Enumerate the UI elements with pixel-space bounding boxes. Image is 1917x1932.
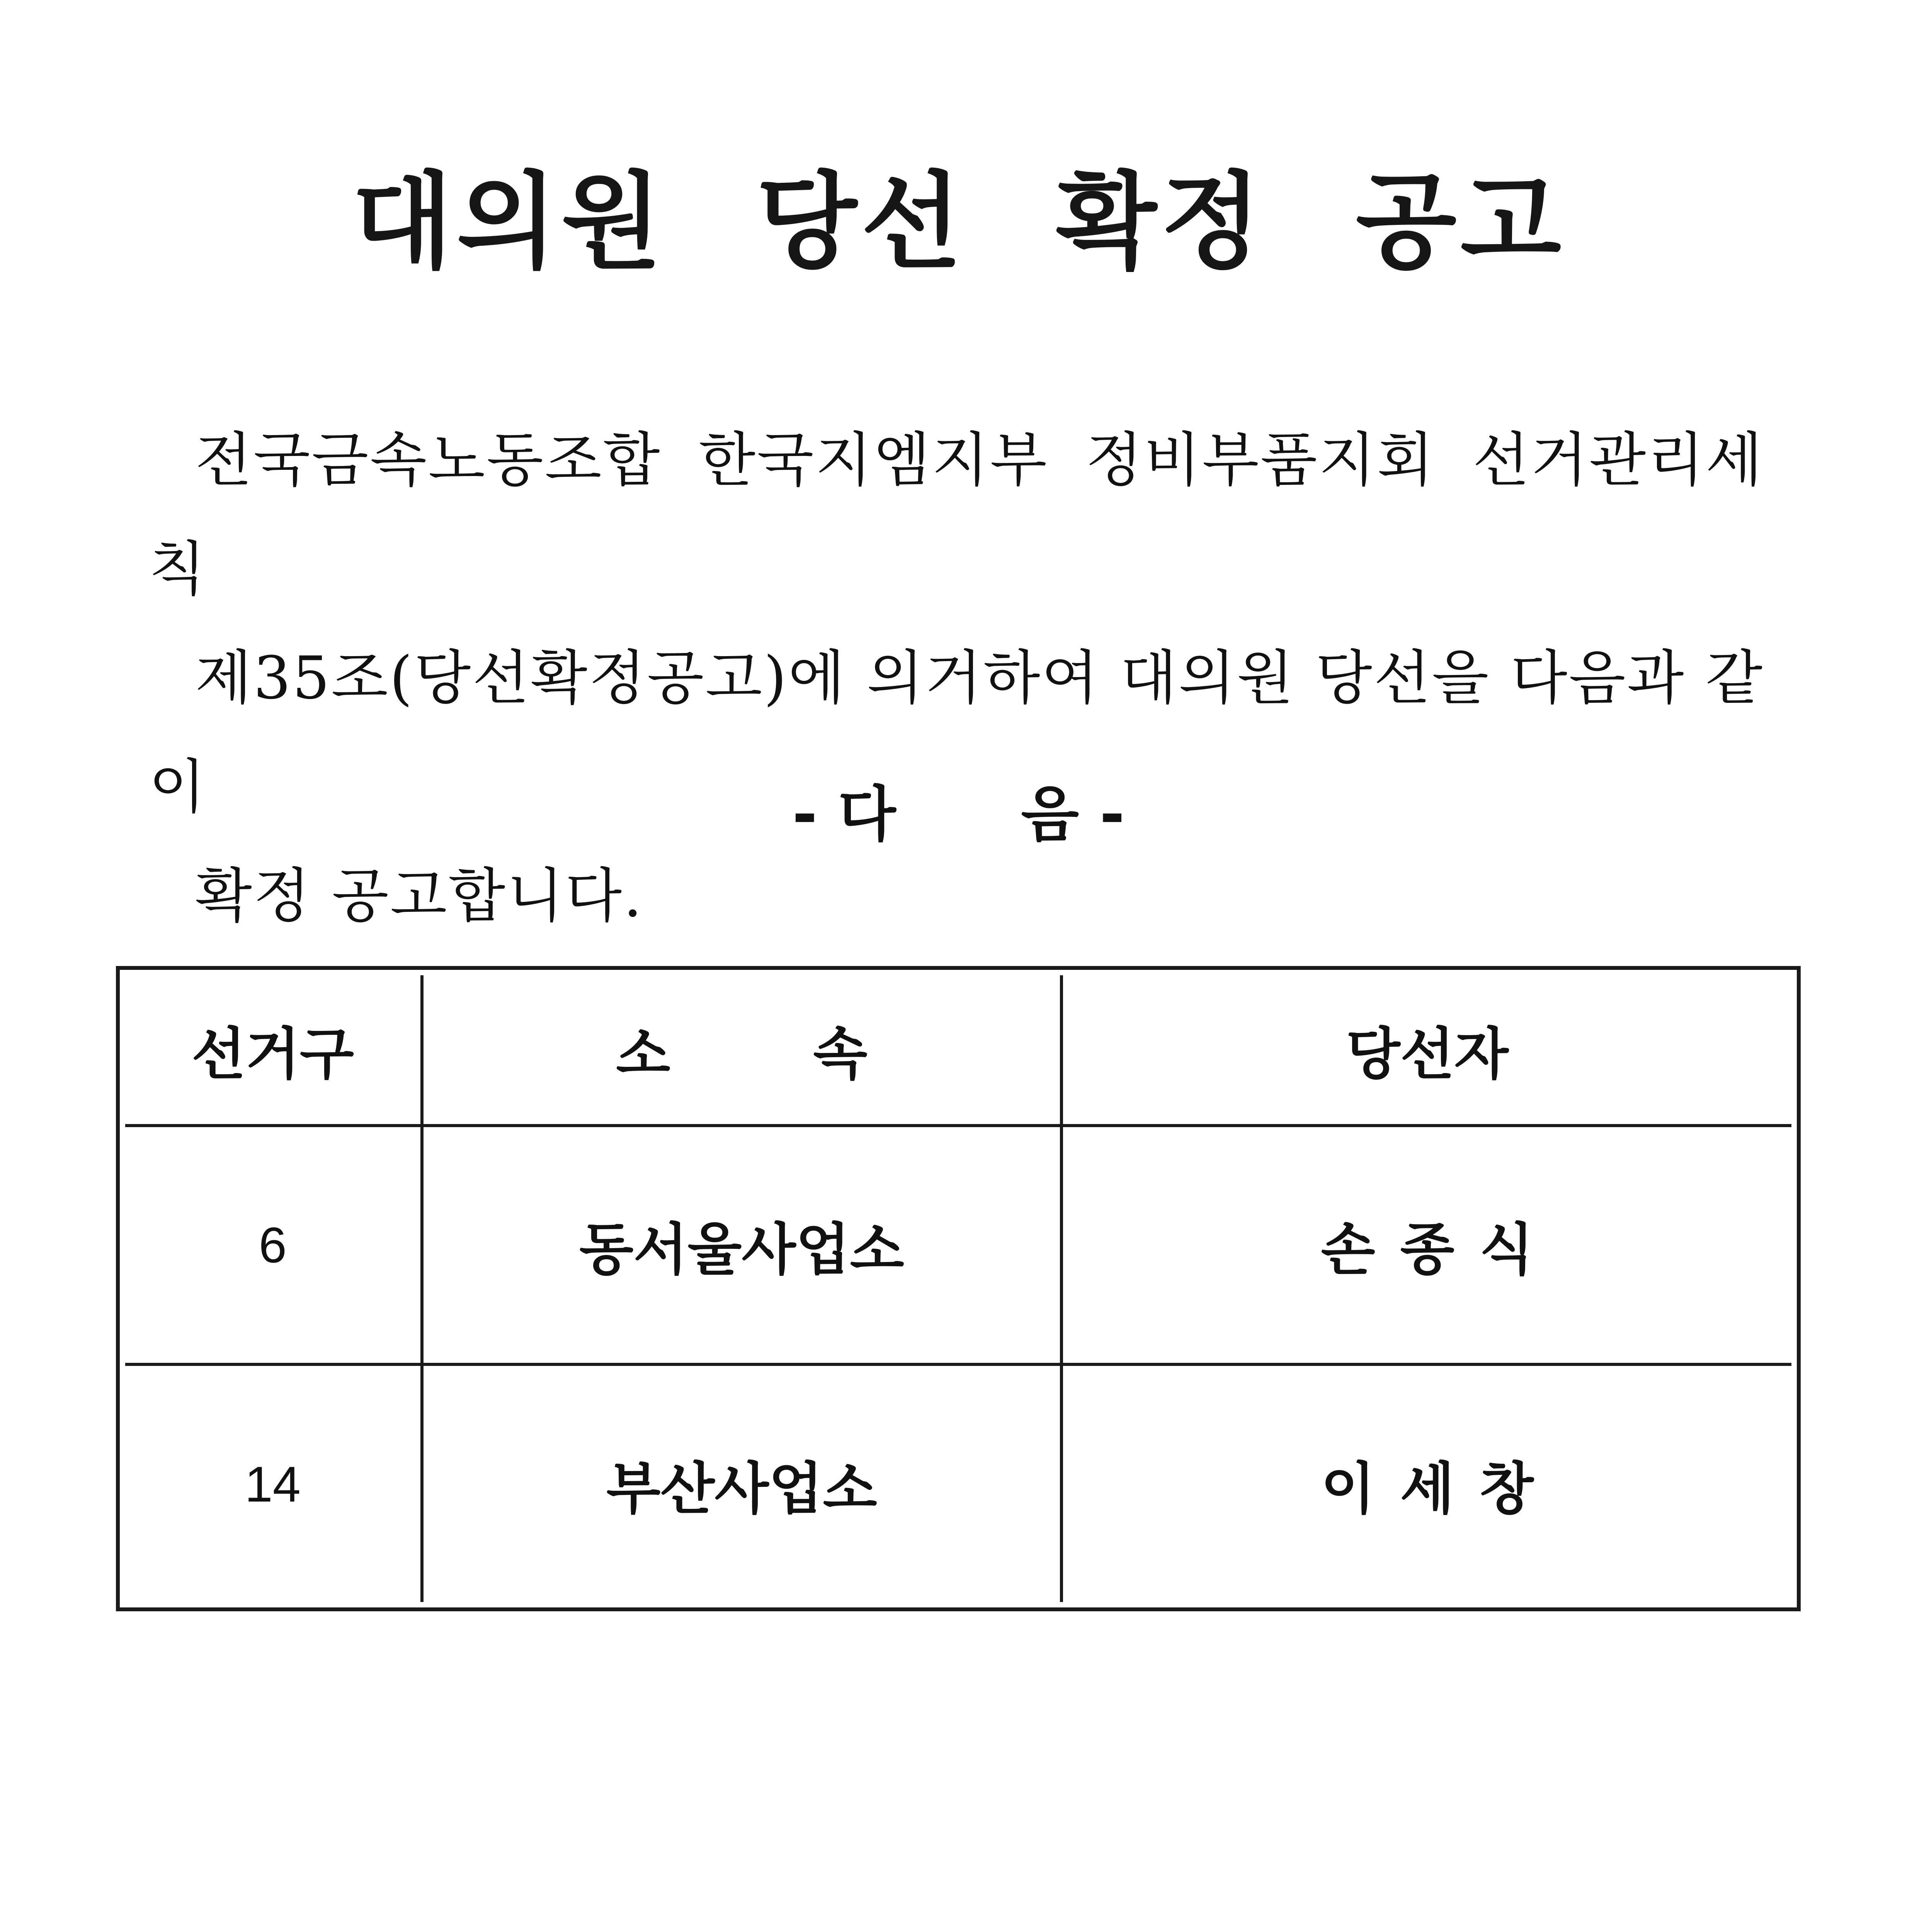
header-department bbox=[422, 975, 1062, 1126]
table-row bbox=[125, 1126, 1791, 1365]
results-table-frame bbox=[116, 966, 1801, 1611]
cell-district: 6 bbox=[125, 1126, 422, 1365]
cell-department: 부산사업소 bbox=[422, 1364, 1062, 1602]
header-department-label: 소속 bbox=[616, 1022, 1010, 1087]
cell-department: 동서울사업소 bbox=[422, 1126, 1062, 1365]
results-table bbox=[125, 975, 1791, 1602]
table-header-row bbox=[125, 975, 1791, 1126]
paragraph-line-3: 확정 공고합니다. bbox=[195, 862, 644, 930]
table-row bbox=[125, 1364, 1791, 1602]
elected-name: 손종식 bbox=[1321, 1217, 1559, 1283]
page-title: 대의원 당선 확정 공고 bbox=[352, 161, 1565, 283]
note-label: - 다 음 - bbox=[792, 779, 1125, 849]
cell-elected bbox=[1061, 1364, 1791, 1602]
elected-name: 이세창 bbox=[1321, 1456, 1559, 1522]
paragraph-line-1: 전국금속노동조합 한국지엠지부 정비부품지회 선거관리세칙 bbox=[149, 426, 1764, 603]
announcement-paragraph bbox=[149, 406, 1764, 951]
header-elected: 당선자 bbox=[1061, 975, 1791, 1126]
cell-elected bbox=[1061, 1126, 1791, 1365]
header-district: 선거구 bbox=[125, 975, 422, 1126]
cell-district: 14 bbox=[125, 1364, 422, 1602]
paragraph-line-2: 제35조(당선확정공고)에 의거하여 대의원 당선을 다음과 같이 bbox=[149, 644, 1764, 821]
